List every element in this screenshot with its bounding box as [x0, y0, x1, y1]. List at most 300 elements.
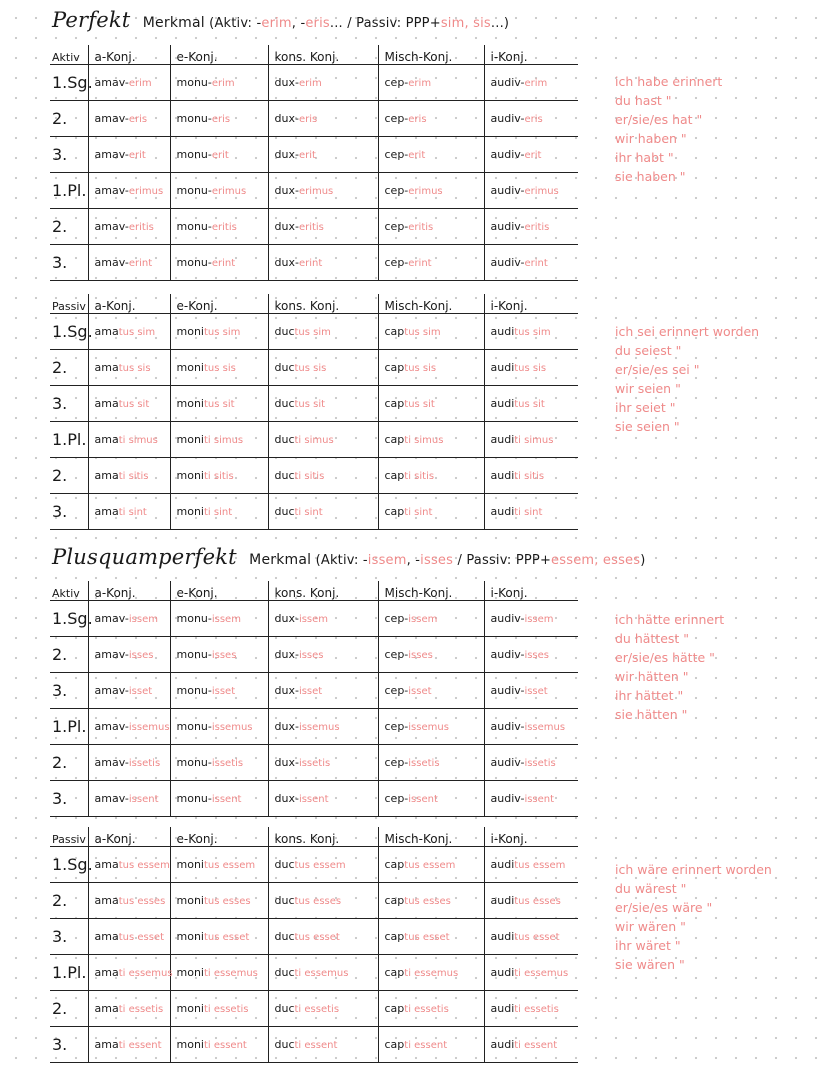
- merkmal-ending: eris: [305, 16, 330, 31]
- verb-stem: cap: [384, 505, 405, 518]
- verb-stem: audiv-: [490, 720, 525, 733]
- table-row: [50, 781, 578, 817]
- translation-line: sie wären ": [615, 957, 685, 972]
- verb-form-cell: [484, 637, 578, 673]
- verb-stem: audi: [490, 894, 515, 907]
- column-header: e-Konj.: [170, 581, 268, 601]
- verb-stem: cep-: [384, 720, 409, 733]
- merkmal-sep: , -: [291, 16, 306, 31]
- verb-ending: issetis: [211, 758, 244, 769]
- translations-plusquamperfekt-passiv: [615, 860, 825, 974]
- column-header: Misch-Konj.: [378, 294, 484, 314]
- translation-line: wir hätten ": [615, 669, 689, 684]
- verb-stem: ama: [94, 505, 119, 518]
- verb-ending: erint: [408, 258, 432, 269]
- verb-form-cell: [484, 745, 578, 781]
- verb-form-cell: [378, 458, 484, 494]
- verb-ending: ti sint: [404, 507, 433, 518]
- merkmal-close: ): [640, 553, 646, 568]
- verb-ending: tus essem: [118, 860, 170, 871]
- verb-stem: monu-: [176, 648, 212, 661]
- verb-form-cell: [268, 458, 378, 494]
- verb-ending: eris: [211, 114, 231, 125]
- verb-ending: erimus: [298, 186, 334, 197]
- verb-stem: ama: [94, 433, 119, 446]
- column-header: i-Konj.: [484, 827, 578, 847]
- verb-stem: monu-: [176, 76, 212, 89]
- person-label: 1.Pl.: [50, 709, 88, 745]
- verb-stem: cep-: [384, 256, 409, 269]
- translation-line: du wärest ": [615, 881, 687, 896]
- person-label: 1.Sg.: [50, 601, 88, 637]
- translation-line: ihr hättet ": [615, 688, 684, 703]
- translations-perfekt-passiv: [615, 322, 825, 436]
- translation-line: ich hätte erinnert: [615, 612, 725, 627]
- verb-ending: issent: [128, 794, 159, 805]
- table-plusquamperfekt-passiv: [50, 827, 578, 1063]
- verb-form-cell: [378, 209, 484, 245]
- verb-ending: tus sim: [118, 327, 156, 338]
- verb-stem: duc: [274, 325, 295, 338]
- verb-stem: cep-: [384, 220, 409, 233]
- table-header-row: [50, 581, 578, 601]
- verb-form-cell: [170, 919, 268, 955]
- verb-form-cell: [378, 101, 484, 137]
- verb-stem: duc: [274, 1002, 295, 1015]
- verb-form-cell: [378, 883, 484, 919]
- verb-form-cell: [268, 386, 378, 422]
- merkmal-passiv-ending: essem, esses: [551, 553, 641, 568]
- verb-stem: cap: [384, 397, 405, 410]
- verb-stem: ama: [94, 325, 119, 338]
- verb-ending: ti essent: [294, 1040, 338, 1051]
- verb-stem: monu-: [176, 684, 212, 697]
- column-header: i-Konj.: [484, 294, 578, 314]
- verb-form-cell: [378, 991, 484, 1027]
- verb-stem: ama: [94, 397, 119, 410]
- verb-form-cell: [268, 745, 378, 781]
- verb-stem: amav-: [94, 148, 129, 161]
- table-row: [50, 919, 578, 955]
- section-title: Plusquamperfekt: [52, 545, 237, 569]
- column-header: kons. Konj.: [268, 45, 378, 65]
- verb-ending: ti essetis: [203, 1004, 249, 1015]
- verb-ending: tus esses: [514, 896, 561, 907]
- verb-form-cell: [268, 673, 378, 709]
- person-label: 3.: [50, 245, 88, 281]
- verb-stem: audi: [490, 930, 515, 943]
- verb-stem: ama: [94, 361, 119, 374]
- verb-stem: ama: [94, 1038, 119, 1051]
- verb-ending: tus essem: [514, 860, 566, 871]
- verb-form-cell: [88, 847, 170, 883]
- table-row: [50, 314, 578, 350]
- verb-stem: duc: [274, 894, 295, 907]
- column-header: i-Konj.: [484, 581, 578, 601]
- verb-ending: issem: [298, 614, 329, 625]
- verb-form-cell: [268, 919, 378, 955]
- verb-form-cell: [88, 350, 170, 386]
- column-header: a-Konj.: [88, 581, 170, 601]
- verb-ending: erim: [211, 78, 235, 89]
- verb-form-cell: [88, 314, 170, 350]
- verb-stem: audi: [490, 397, 515, 410]
- verb-stem: cep-: [384, 684, 409, 697]
- verb-stem: audiv-: [490, 756, 525, 769]
- verb-form-cell: [484, 350, 578, 386]
- verb-form-cell: [88, 245, 170, 281]
- person-label: 3.: [50, 386, 88, 422]
- translation-line: er/sie/es hat ": [615, 112, 703, 127]
- verb-ending: isset: [524, 686, 548, 697]
- verb-ending: tus sis: [203, 363, 236, 374]
- verb-ending: ti sitis: [514, 471, 545, 482]
- verb-stem: monu-: [176, 184, 212, 197]
- verb-form-cell: [268, 350, 378, 386]
- verb-form-cell: [170, 245, 268, 281]
- verb-stem: ama: [94, 1002, 119, 1015]
- translation-line: sie hätten ": [615, 707, 688, 722]
- verb-stem: cap: [384, 894, 405, 907]
- verb-stem: dux-: [274, 648, 299, 661]
- verb-form-cell: [268, 847, 378, 883]
- verb-stem: cep-: [384, 112, 409, 125]
- verb-ending: eris: [298, 114, 318, 125]
- translation-line: sie seien ": [615, 419, 680, 434]
- table-row: [50, 745, 578, 781]
- verb-stem: moni: [176, 505, 204, 518]
- verb-ending: eritis: [128, 222, 154, 233]
- verb-form-cell: [88, 209, 170, 245]
- verb-stem: cep-: [384, 184, 409, 197]
- verb-form-cell: [88, 955, 173, 991]
- verb-ending: issem: [524, 614, 554, 625]
- verb-ending: issent: [408, 794, 438, 805]
- verb-stem: dux-: [274, 792, 299, 805]
- verb-form-cell: [484, 601, 578, 637]
- verb-stem: moni: [176, 325, 204, 338]
- verb-form-cell: [268, 883, 378, 919]
- merkmal-label: Merkmal: [142, 15, 205, 31]
- verb-form-cell: [378, 673, 484, 709]
- verb-form-cell: [88, 673, 170, 709]
- verb-form-cell: [88, 137, 170, 173]
- verb-form-cell: [378, 137, 484, 173]
- verb-ending: tus esses: [118, 896, 166, 907]
- person-label: 3.: [50, 673, 88, 709]
- person-label: 1.Pl.: [50, 173, 88, 209]
- verb-form-cell: [88, 991, 170, 1027]
- verb-form-cell: [88, 1027, 170, 1063]
- table-row: [50, 991, 578, 1027]
- column-header: kons. Konj.: [268, 581, 378, 601]
- verb-stem: moni: [176, 966, 204, 979]
- verb-form-cell: [378, 601, 484, 637]
- verb-ending: isses: [408, 650, 433, 661]
- verb-form-cell: [170, 883, 268, 919]
- verb-stem: moni: [176, 469, 204, 482]
- table-header-row: [50, 294, 578, 314]
- verb-ending: erit: [128, 150, 146, 161]
- verb-ending: issent: [524, 794, 555, 805]
- verb-stem: duc: [274, 505, 295, 518]
- verb-form-cell: [378, 494, 484, 530]
- verb-form-cell: [88, 745, 170, 781]
- translations-perfekt-aktiv: [615, 72, 825, 186]
- voice-label: Aktiv: [50, 45, 88, 65]
- verb-form-cell: [170, 422, 268, 458]
- table-header-row: [50, 827, 578, 847]
- table-row: [50, 386, 578, 422]
- verb-stem: audiv-: [490, 256, 525, 269]
- person-label: 2.: [50, 101, 88, 137]
- verb-form-cell: [378, 781, 484, 817]
- translation-line: ihr habt ": [615, 150, 674, 165]
- verb-stem: moni: [176, 894, 204, 907]
- verb-form-cell: [88, 883, 170, 919]
- person-label: 2.: [50, 458, 88, 494]
- verb-ending: ti sint: [294, 507, 323, 518]
- person-label: 2.: [50, 883, 88, 919]
- table-header-row: [50, 45, 578, 65]
- verb-form-cell: [170, 1027, 268, 1063]
- verb-stem: duc: [274, 1038, 295, 1051]
- verb-ending: isses: [524, 650, 549, 661]
- verb-form-cell: [170, 637, 268, 673]
- column-header: Misch-Konj.: [378, 45, 484, 65]
- verb-form-cell: [484, 137, 578, 173]
- verb-stem: audi: [490, 1038, 515, 1051]
- verb-ending: erimus: [128, 186, 164, 197]
- verb-ending: eris: [128, 114, 148, 125]
- verb-ending: tus esset: [294, 932, 340, 943]
- person-label: 3.: [50, 1027, 88, 1063]
- verb-form-cell: [268, 422, 378, 458]
- person-label: 2.: [50, 209, 88, 245]
- person-label: 3.: [50, 494, 88, 530]
- verb-stem: monu-: [176, 612, 212, 625]
- verb-form-cell: [170, 173, 268, 209]
- verb-stem: audiv-: [490, 112, 525, 125]
- translation-line: ich wäre erinnert worden: [615, 862, 772, 877]
- verb-ending: issemus: [408, 722, 449, 733]
- verb-ending: ti essetis: [118, 1004, 164, 1015]
- translation-line: ihr seiet ": [615, 400, 676, 415]
- verb-ending: tus sis: [514, 363, 547, 374]
- verb-ending: erim: [524, 78, 548, 89]
- verb-ending: ti sint: [203, 507, 233, 518]
- conjugation-table: [50, 294, 578, 530]
- person-label: 1.Pl.: [50, 422, 88, 458]
- verb-stem: audi: [490, 966, 515, 979]
- verb-ending: ti simus: [203, 435, 244, 446]
- verb-form-cell: [268, 209, 378, 245]
- verb-form-cell: [484, 494, 578, 530]
- verb-stem: audiv-: [490, 184, 525, 197]
- person-label: 1.Pl.: [50, 955, 88, 991]
- verb-stem: amav-: [94, 112, 129, 125]
- verb-form-cell: [378, 350, 484, 386]
- verb-ending: issemus: [524, 722, 566, 733]
- table-row: [50, 173, 578, 209]
- verb-form-cell: [170, 458, 268, 494]
- verb-stem: duc: [274, 433, 295, 446]
- voice-label: Passiv: [50, 827, 88, 847]
- verb-ending: ti essemus: [118, 968, 173, 979]
- verb-stem: cap: [384, 1002, 405, 1015]
- verb-form-cell: [378, 709, 484, 745]
- verb-form-cell: [268, 65, 378, 101]
- verb-ending: tus esses: [203, 896, 251, 907]
- verb-form-cell: [170, 314, 268, 350]
- verb-stem: amav-: [94, 184, 129, 197]
- translation-line: er/sie/es hätte ": [615, 650, 715, 665]
- verb-ending: tus sit: [514, 399, 545, 410]
- verb-stem: monu-: [176, 220, 212, 233]
- verb-ending: tus esset: [203, 932, 250, 943]
- translation-line: er/sie/es wäre ": [615, 900, 713, 915]
- verb-stem: moni: [176, 1002, 204, 1015]
- verb-ending: tus sit: [294, 399, 326, 410]
- verb-ending: erint: [298, 258, 323, 269]
- column-header: kons. Konj.: [268, 827, 378, 847]
- verb-stem: dux-: [274, 720, 299, 733]
- verb-form-cell: [88, 101, 170, 137]
- verb-form-cell: [170, 745, 268, 781]
- table-row: [50, 709, 578, 745]
- table-row: [50, 101, 578, 137]
- verb-form-cell: [170, 709, 268, 745]
- verb-ending: tus esses: [294, 896, 342, 907]
- verb-ending: erit: [211, 150, 229, 161]
- verb-form-cell: [170, 209, 268, 245]
- voice-label: Passiv: [50, 294, 88, 314]
- verb-ending: isses: [128, 650, 154, 661]
- verb-form-cell: [378, 245, 484, 281]
- person-label: 1.Sg.: [50, 314, 88, 350]
- verb-stem: amav-: [94, 256, 129, 269]
- verb-ending: issent: [211, 794, 242, 805]
- verb-stem: monu-: [176, 148, 212, 161]
- translation-line: du hättest ": [615, 631, 690, 646]
- verb-ending: isset: [408, 686, 432, 697]
- verb-stem: amav-: [94, 720, 129, 733]
- verb-ending: erint: [128, 258, 153, 269]
- verb-form-cell: [378, 955, 484, 991]
- verb-stem: cep-: [384, 76, 409, 89]
- merkmal-close: ...): [490, 16, 510, 31]
- verb-ending: ti essemus: [294, 968, 349, 979]
- column-header: Misch-Konj.: [378, 827, 484, 847]
- verb-stem: duc: [274, 469, 295, 482]
- merkmal-ending: erim: [261, 16, 292, 31]
- verb-ending: tus esses: [404, 896, 451, 907]
- verb-ending: issetis: [408, 758, 440, 769]
- verb-form-cell: [170, 65, 268, 101]
- verb-stem: moni: [176, 1038, 204, 1051]
- table-row: [50, 209, 578, 245]
- table-row: [50, 1027, 578, 1063]
- verb-form-cell: [88, 386, 170, 422]
- verb-stem: dux-: [274, 148, 299, 161]
- verb-ending: issem: [211, 614, 241, 625]
- verb-ending: ti essemus: [514, 968, 569, 979]
- verb-form-cell: [88, 637, 170, 673]
- verb-stem: audi: [490, 858, 515, 871]
- verb-stem: amav-: [94, 76, 129, 89]
- verb-form-cell: [378, 637, 484, 673]
- translation-line: ich sei erinnert worden: [615, 324, 760, 339]
- verb-ending: ti sitis: [118, 471, 149, 482]
- verb-ending: erim: [298, 78, 322, 89]
- verb-stem: monu-: [176, 756, 212, 769]
- verb-form-cell: [484, 209, 578, 245]
- translation-line: ihr wäret ": [615, 938, 681, 953]
- verb-stem: audi: [490, 505, 515, 518]
- verb-stem: audi: [490, 469, 515, 482]
- verb-stem: ama: [94, 858, 119, 871]
- verb-form-cell: [484, 245, 578, 281]
- verb-ending: tus sim: [203, 327, 241, 338]
- verb-stem: duc: [274, 966, 295, 979]
- verb-form-cell: [484, 883, 578, 919]
- person-label: 2.: [50, 745, 88, 781]
- verb-ending: eritis: [524, 222, 550, 233]
- verb-stem: cap: [384, 930, 405, 943]
- verb-ending: erim: [128, 78, 152, 89]
- verb-ending: ti sitis: [203, 471, 234, 482]
- verb-form-cell: [378, 847, 484, 883]
- verb-form-cell: [88, 601, 170, 637]
- verb-ending: ti sint: [514, 507, 543, 518]
- verb-ending: ti essent: [203, 1040, 247, 1051]
- table-perfekt-passiv: [50, 294, 578, 530]
- verb-form-cell: [484, 781, 578, 817]
- verb-stem: cep-: [384, 756, 409, 769]
- verb-ending: issem: [408, 614, 438, 625]
- table-row: [50, 883, 578, 919]
- verb-ending: ti essemus: [203, 968, 258, 979]
- verb-ending: eritis: [408, 222, 434, 233]
- verb-form-cell: [484, 955, 578, 991]
- verb-form-cell: [484, 991, 578, 1027]
- heading-plusquamperfekt: [52, 545, 646, 569]
- verb-ending: isses: [298, 650, 324, 661]
- table-row: [50, 847, 578, 883]
- verb-stem: dux-: [274, 612, 299, 625]
- verb-form-cell: [484, 709, 578, 745]
- verb-form-cell: [484, 458, 578, 494]
- verb-stem: amav-: [94, 792, 129, 805]
- verb-stem: amav-: [94, 648, 129, 661]
- verb-form-cell: [268, 601, 378, 637]
- verb-form-cell: [268, 314, 378, 350]
- verb-stem: cap: [384, 325, 405, 338]
- person-label: 2.: [50, 350, 88, 386]
- verb-ending: tus essem: [203, 860, 256, 871]
- verb-ending: ti essetis: [294, 1004, 340, 1015]
- verb-stem: monu-: [176, 792, 212, 805]
- verb-form-cell: [268, 173, 378, 209]
- verb-ending: tus sis: [294, 363, 327, 374]
- verb-stem: dux-: [274, 220, 299, 233]
- verb-stem: audiv-: [490, 792, 525, 805]
- verb-ending: ti essemus: [404, 968, 459, 979]
- verb-stem: cap: [384, 433, 405, 446]
- verb-form-cell: [378, 919, 484, 955]
- verb-form-cell: [170, 991, 268, 1027]
- verb-ending: tus sim: [294, 327, 331, 338]
